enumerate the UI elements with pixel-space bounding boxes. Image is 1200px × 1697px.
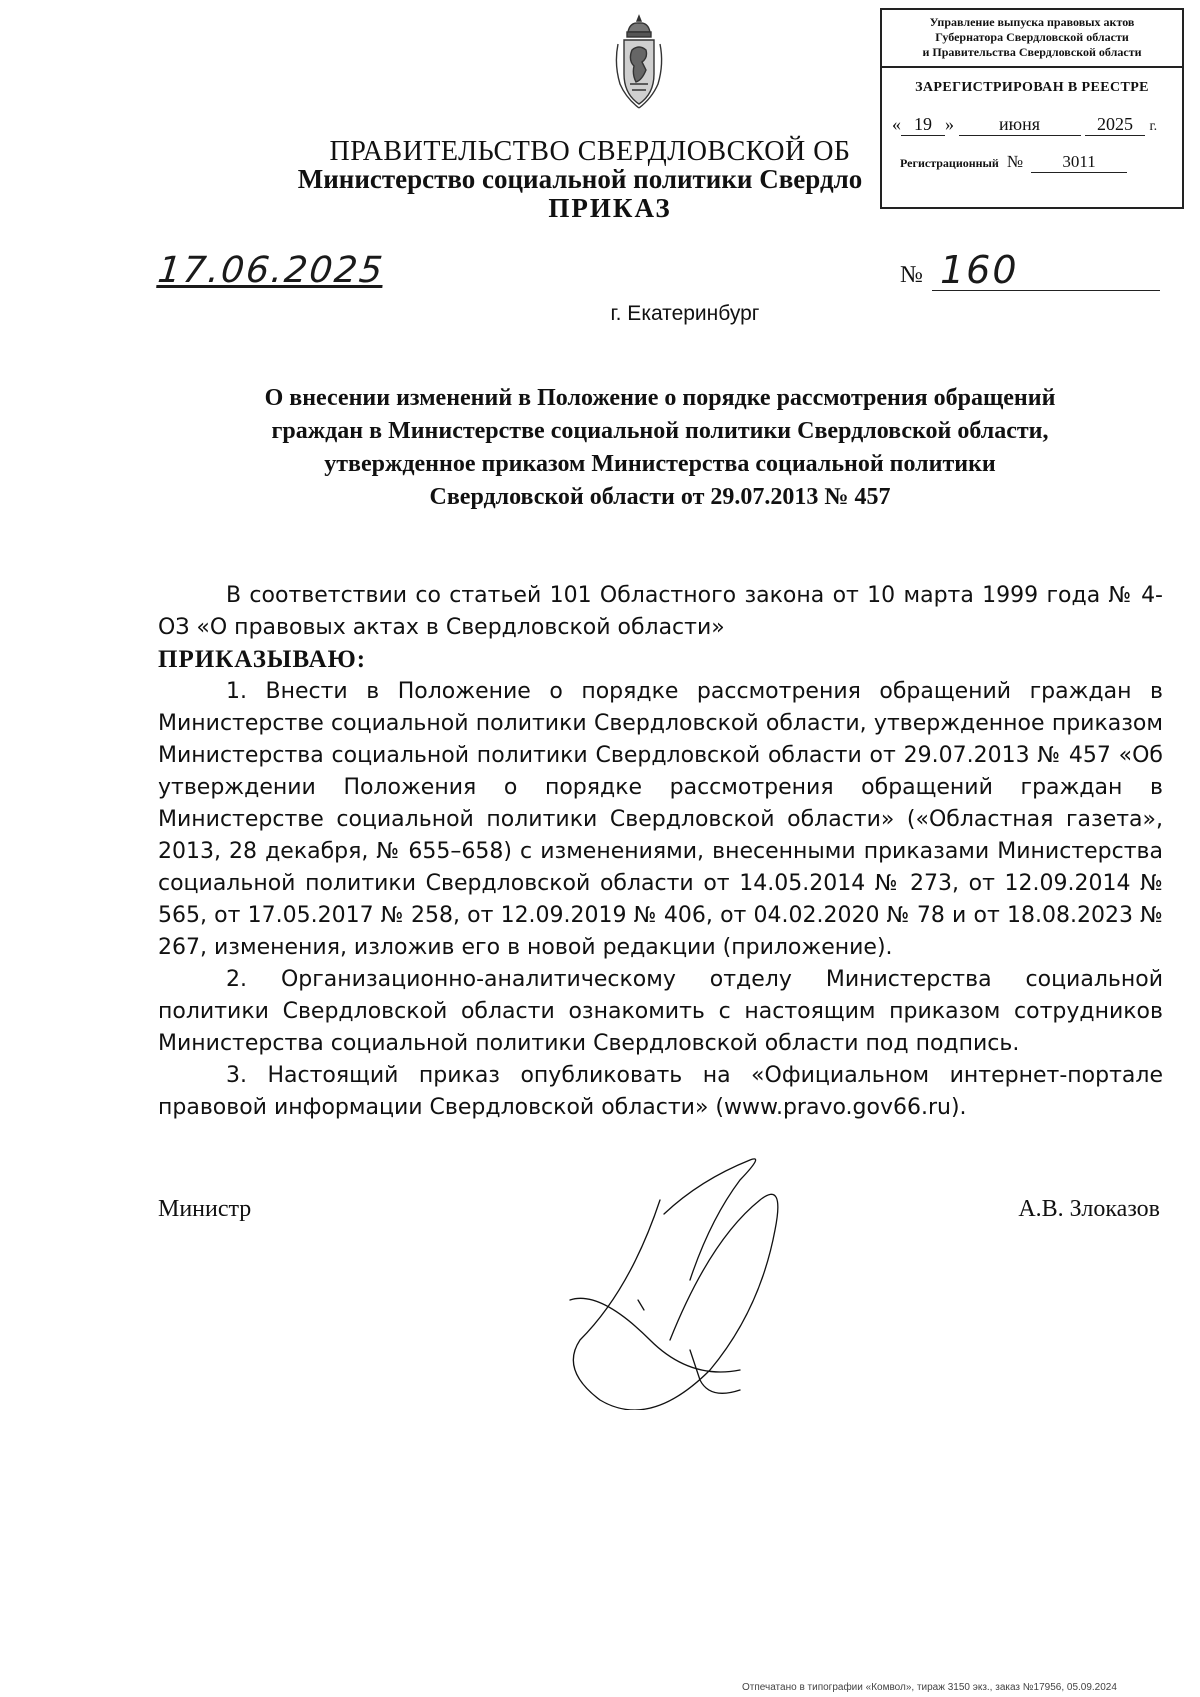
stamp-year-suffix: г. [1149,119,1158,134]
preamble: В соответствии со статьей 101 Областного закона от 10 марта 1999 года № 4-ОЗ «О правовых актах в Свердловской области» [158,583,1163,640]
stamp-authority-line: Управление выпуска правовых актов [929,15,1135,29]
coat-of-arms-icon [612,14,666,112]
title-line: О внесении изменений в Положение о порядке рассмотрения обращений [264,385,1056,411]
city: г. Екатеринбург [610,302,760,325]
print-footer: Отпечатано в типографии «Комвол», тираж 3150 экз., заказ №17956, 05.09.2024 [742,1682,1117,1693]
title-line: Свердловской области от 29.07.2013 № 457 [429,484,891,510]
stamp-year: 2025 [1085,114,1145,136]
order-number-row [900,248,1162,294]
government-header: ПРАВИТЕЛЬСТВО СВЕРДЛОВСКОЙ ОБ [329,136,851,167]
stamp-month: июня [959,114,1081,136]
stamp-authority-line: Губернатора Свердловской области [935,30,1129,44]
stamp-authority [882,10,1182,68]
stamp-registered: ЗАРЕГИСТРИРОВАН В РЕЕСТРЕ [915,80,1149,95]
document-type: ПРИКАЗ [548,193,672,223]
document-body [158,580,1163,1124]
signature-icon [540,1140,800,1410]
stamp-reg-label: Регистрационный [900,156,999,170]
item-3: 3. Настоящий приказ опубликовать на «Официальном интернет-портале правовой информации Свердловской области» (www.pravo.gov66.ru). [158,1063,1163,1120]
order-number-underline [932,290,1160,291]
signatory-name: А.В. Злоказов [1018,1196,1160,1222]
stamp-authority-line: и Правительства Свердловской области [922,45,1142,59]
signatory-position: Министр [158,1196,252,1222]
item-1: 1. Внести в Положение о порядке рассмотрения обращений граждан в Министерстве социальной политики Свердловской области, утвержденное приказом Министерства социальной политики Свердловской области от 29.07.2013 № 457 «Об утверждении Положения о порядке рассмотрения обращений граждан в Министерстве социальной политики Свердловской области» («Областная газета», 2013, 28 декабря, № 655–658) с изменениями, внесенными приказами Министерства социальной политики Свердловской области от 14.05.2014 № 273, от 12.09.2014 № 565, от 17.05.2017 № 258, от 12.09.2019 № 406, от 04.02.2020 № 78 и от 18.08.2023 № 267, изменения, изложив его в новой редакции (приложение). [158,679,1163,960]
stamp-reg-number-row [882,152,1182,173]
stamp-date: « 19 » июня 2025 г. [892,114,1158,134]
ministry-header: Министерство социальной политики Свердло [297,164,863,194]
order-number-sign: № [900,262,923,288]
title-line: граждан в Министерстве социальной политики Свердловской области, [271,418,1049,444]
order-date: 17.06.2025 [155,250,387,291]
command-word: ПРИКАЗЫВАЮ: [158,646,367,673]
stamp-day: 19 [901,114,945,136]
stamp-reg-number: 3011 [1031,152,1127,173]
item-2: 2. Организационно-аналитическому отделу Министерства социальной политики Свердловской области ознакомить с настоящим приказом сотрудников Министерства социальной политики Свердловской области под подпись. [158,967,1163,1056]
stamp-number-sign: № [1006,152,1024,171]
registration-stamp [880,8,1184,209]
document-title [160,382,1160,514]
title-line: утвержденное приказом Министерства социальной политики [324,451,996,477]
order-number: 160 [940,248,1019,292]
